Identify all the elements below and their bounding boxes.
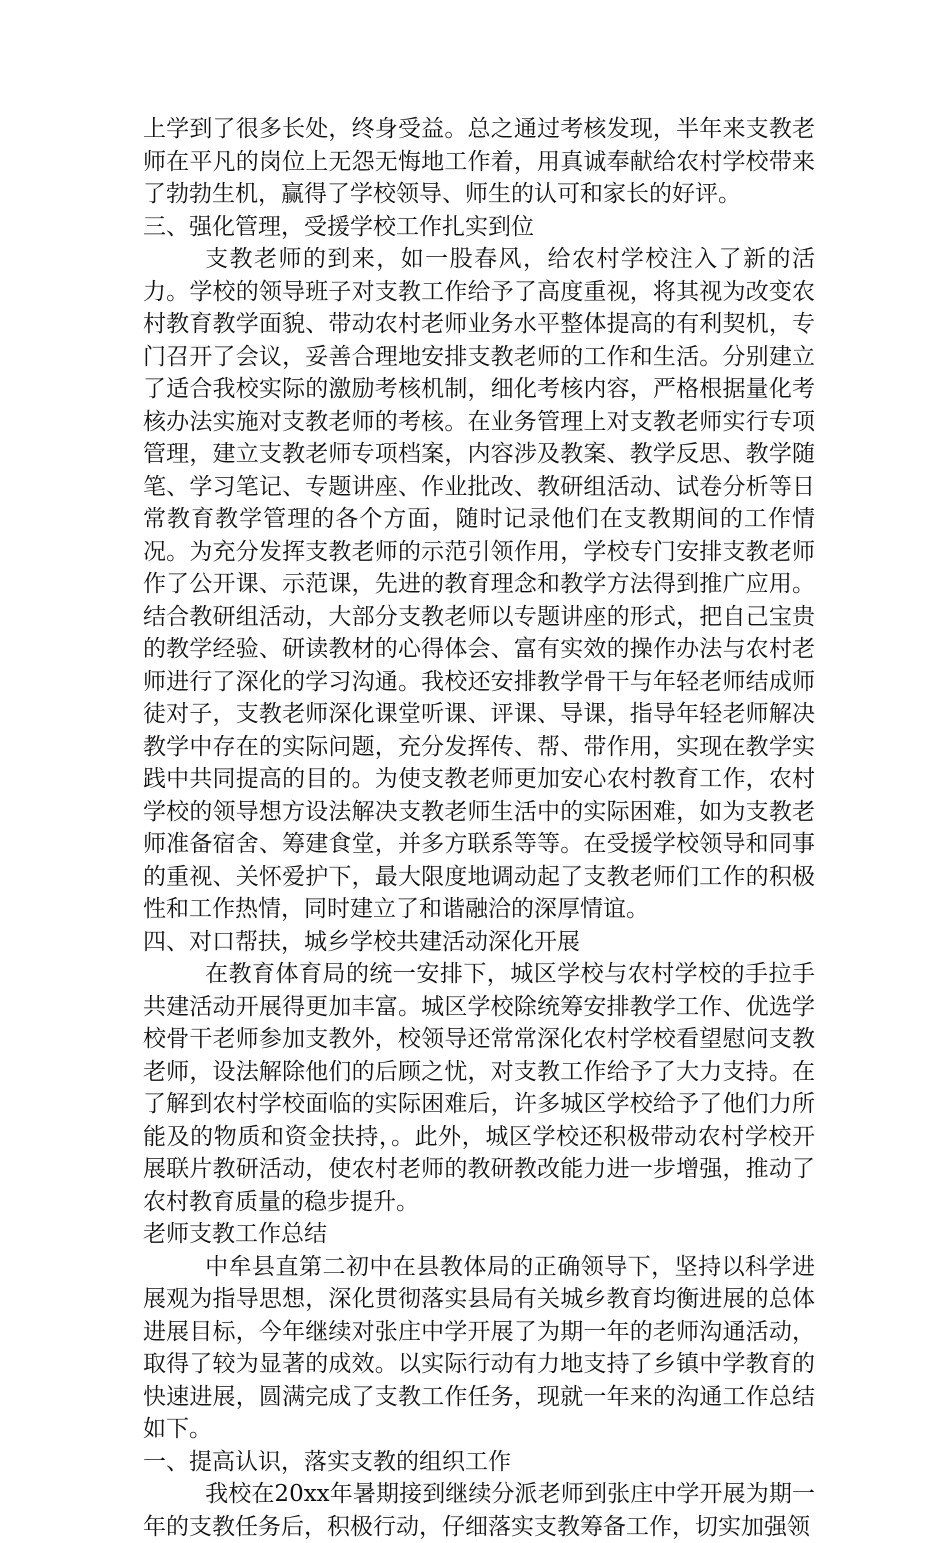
document-page xyxy=(143,113,815,1543)
paragraph-organization: 我校在20xx年暑期接到继续分派老师到张庄中学开展为期一年的支教任务后，积极行动，仔细落实支教筹备工作，切实加强领 xyxy=(143,1481,815,1540)
paragraph-summary-intro: 中牟县直第二初中在县教体局的正确领导下，坚持以科学进展观为指导思想，深化贯彻落实县局有关城乡教育均衡进展的总体进展目标，今年继续对张庄中学开展了为期一年的老师沟通活动，取得了较为显著的成效。以实际行动有力地支持了乡镇中学教育的快速进展，圆满完成了支教工作任务，现就一年来的沟通工作总结如下。 xyxy=(143,1253,815,1442)
document-subtitle: 老师支教工作总结 xyxy=(143,1221,327,1247)
paragraph-urban-rural: 在教育体育局的统一安排下，城区学校与农村学校的手拉手共建活动开展得更加丰富。城区学校除统筹安排教学工作、优选学校骨干老师参加支教外，校领导还常常深化农村学校看望慰问支教老师，设法解除他们的后顾之忧，对支教工作给予了大力支持。在了解到农村学校面临的实际困难后，许多城区学校给予了他们力所能及的物质和资金扶持，。此外，城区学校还积极带动农村学校开展联片教研活动，使农村老师的教研教改能力进一步增强，推动了农村教育质量的稳步提升。 xyxy=(143,961,815,1215)
section-heading-4: 四、对口帮扶，城乡学校共建活动深化开展 xyxy=(143,928,580,955)
section-heading-1: 一、提高认识，落实支教的组织工作 xyxy=(143,1448,511,1475)
paragraph-intro-continued: 上学到了很多长处，终身受益。总之通过考核发现，半年来支教老师在平凡的岗位上无怨无悔地工作着，用真诚奉献给农村学校带来了勃勃生机，赢得了学校领导、师生的认可和家长的好评。 xyxy=(143,116,815,207)
paragraph-management: 支教老师的到来，如一股春风，给农村学校注入了新的活力。学校的领导班子对支教工作给予了高度重视，将其视为改变农村教育教学面貌、带动农村老师业务水平整体提高的有利契机，专门召开了会议，妥善合理地安排支教老师的工作和生活。分别建立了适合我校实际的激励考核机制，细化考核内容，严格根据量化考核办法实施对支教老师的考核。在业务管理上对支教老师实行专项管理，建立支教老师专项档案，内容涉及教案、教学反思、教学随笔、学习笔记、专题讲座、作业批改、教研组活动、试卷分析等日常教育教学管理的各个方面，随时记录他们在支教期间的工作情况。为充分发挥支教老师的示范引领作用，学校专门安排支教老师作了公开课、示范课，先进的教育理念和教学方法得到推广应用。结合教研组活动，大部分支教老师以专题讲座的形式，把自己宝贵的教学经验、研读教材的心得体会、富有实效的操作办法与农村老师进行了深化的学习沟通。我校还安排教学骨干与年轻老师结成师徒对子，支教老师深化课堂听课、评课、导课，指导年轻老师解决教学中存在的实际问题，充分发挥传、帮、带作用，实现在教学实践中共同提高的目的。为使支教老师更加安心农村教育工作，农村学校的领导想方设法解决支教老师生活中的实际困难，如为支教老师准备宿舍、筹建食堂，并多方联系等等。在受援学校领导和同事的重视、关怀爱护下，最大限度地调动起了支教老师们工作的积极性和工作热情，同时建立了和谐融洽的深厚情谊。 xyxy=(143,246,815,922)
section-heading-3: 三、强化管理，受援学校工作扎实到位 xyxy=(143,213,534,240)
